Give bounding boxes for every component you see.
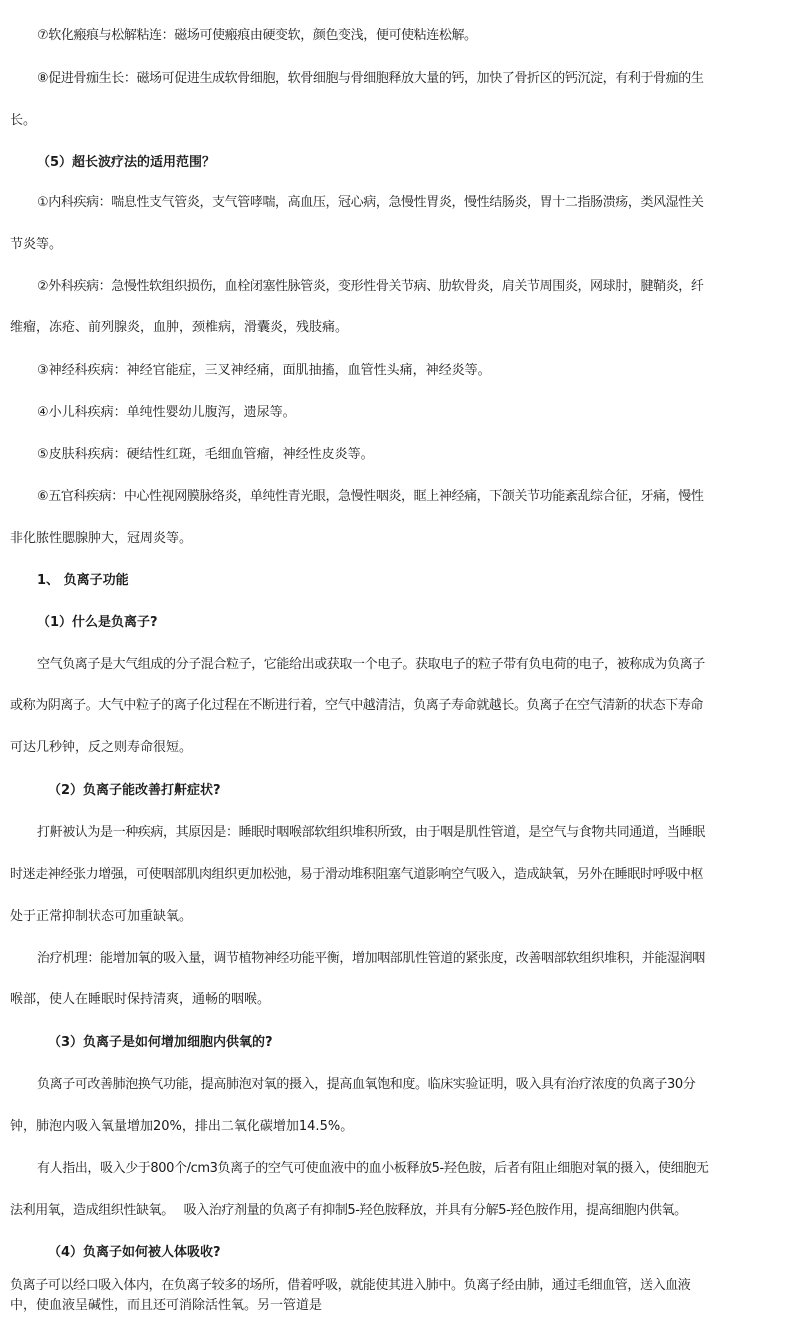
paragraph-line: ⑤皮肤科疾病：硬结性红斑，毛细血管瘤，神经性皮炎等。 [37, 447, 374, 462]
paragraph-line: 空气负离子是大气组成的分子混合粒子，它能给出或获取一个电子。获取电子的粒子带有负电荷的电子，被称成为负离子 [37, 657, 705, 672]
paragraph-line: ①内科疾病：喘息性支气管炎，支气管哮喘，高血压，冠心病，急慢性胃炎，慢性结肠炎，胃十二指肠溃疡，类风湿性关 [37, 195, 704, 210]
paragraph-line: 喉部，使人在睡眠时保持清爽，通畅的咽喉。 [10, 992, 271, 1007]
paragraph-line: 法利用氧，造成组织性缺氧。 吸入治疗剂量的负离子有抑制5-羟色胺释放，并具有分解5-羟色胺作用，提高细胞内供氧。 [10, 1203, 687, 1218]
paragraph-line: 可达几秒钟，反之则寿命很短。 [10, 740, 193, 755]
paragraph-line: ⑦软化瘢痕与松解粘连：磁场可使瘢痕由硬变软，颜色变浅，便可使粘连松解。 [37, 28, 477, 43]
section-heading: （4）负离子如何被人体吸收? [48, 1245, 221, 1260]
paragraph-line: 处于正常抑制状态可加重缺氧。 [10, 909, 193, 924]
paragraph-line: 长。 [10, 113, 37, 128]
paragraph-line: 钟，肺泡内吸入氧量增加20%，排出二氧化碳增加14.5%。 [10, 1119, 354, 1134]
section-heading: （3）负离子是如何增加细胞内供氧的? [48, 1035, 273, 1050]
paragraph-line: ③神经科疾病：神经官能症，三叉神经痛，面肌抽搐，血管性头痛，神经炎等。 [37, 363, 491, 378]
paragraph-line: 治疗机理：能增加氧的吸入量，调节植物神经功能平衡，增加咽部肌性管道的紧张度，改善咽部软组织堆积，并能湿润咽 [37, 951, 705, 966]
paragraph-line: 打鼾被认为是一种疾病，其原因是：睡眠时咽喉部软组织堆积所致，由于咽是肌性管道，是空气与食物共同通道，当睡眠 [37, 825, 705, 840]
section-heading: （2）负离子能改善打鼾症状? [48, 783, 221, 798]
section-heading: （1）什么是负离子? [37, 615, 158, 630]
paragraph-line: 中，使血液呈碱性，而且还可消除活性氧。另一管道是 [10, 1298, 323, 1313]
paragraph-line: 节炎等。 [10, 237, 63, 252]
paragraph-line: ⑧促进骨痂生长：磁场可促进生成软骨细胞，软骨细胞与骨细胞释放大量的钙，加快了骨折区的钙沉淀，有利于骨痂的生 [37, 71, 704, 86]
paragraph-line: 维瘤，冻疮、前列腺炎，血肿，颈椎病，滑囊炎，残肢痛。 [10, 320, 349, 335]
paragraph-line: ②外科疾病：急慢性软组织损伤，血栓闭塞性脉管炎，变形性骨关节病、肋软骨炎，肩关节周围炎，网球肘，腱鞘炎，纤 [37, 279, 704, 294]
paragraph-line: 非化脓性腮腺肿大，冠周炎等。 [10, 531, 193, 546]
paragraph-line: 时迷走神经张力增强，可使咽部肌肉组织更加松弛，易于滑动堆积阻塞气道影响空气吸入，造成缺氧，另外在睡眠时呼吸中枢 [10, 867, 704, 882]
paragraph-line: ④小儿科疾病：单纯性婴幼儿腹泻，遗尿等。 [37, 405, 296, 420]
section-heading: 1、 负离子功能 [37, 573, 129, 588]
section-heading: （5）超长波疗法的适用范围？ [37, 155, 216, 170]
paragraph-line: 负离子可以经口吸入体内，在负离子较多的场所，借着呼吸，就能使其进入肺中。负离子经由肺，通过毛细血管，送入血液 [10, 1278, 691, 1293]
paragraph-line: 或称为阴离子。大气中粒子的离子化过程在不断进行着，空气中越清洁，负离子寿命就越长。负离子在空气清新的状态下寿命 [10, 698, 704, 713]
paragraph-line: 负离子可改善肺泡换气功能，提高肺泡对氧的摄入，提高血氧饱和度。临床实验证明，吸入具有治疗浓度的负离子30分 [37, 1077, 696, 1092]
paragraph-line: 有人指出，吸入少于800个/cm3负离子的空气可使血液中的血小板释放5-羟色胺，后者有阻止细胞对氧的摄入，使细胞无 [37, 1161, 709, 1176]
paragraph-line: ⑥五官科疾病：中心性视网膜脉络炎，单纯性青光眼，急慢性咽炎，眶上神经痛，下颌关节功能紊乱综合征，牙痛，慢性 [37, 489, 704, 504]
